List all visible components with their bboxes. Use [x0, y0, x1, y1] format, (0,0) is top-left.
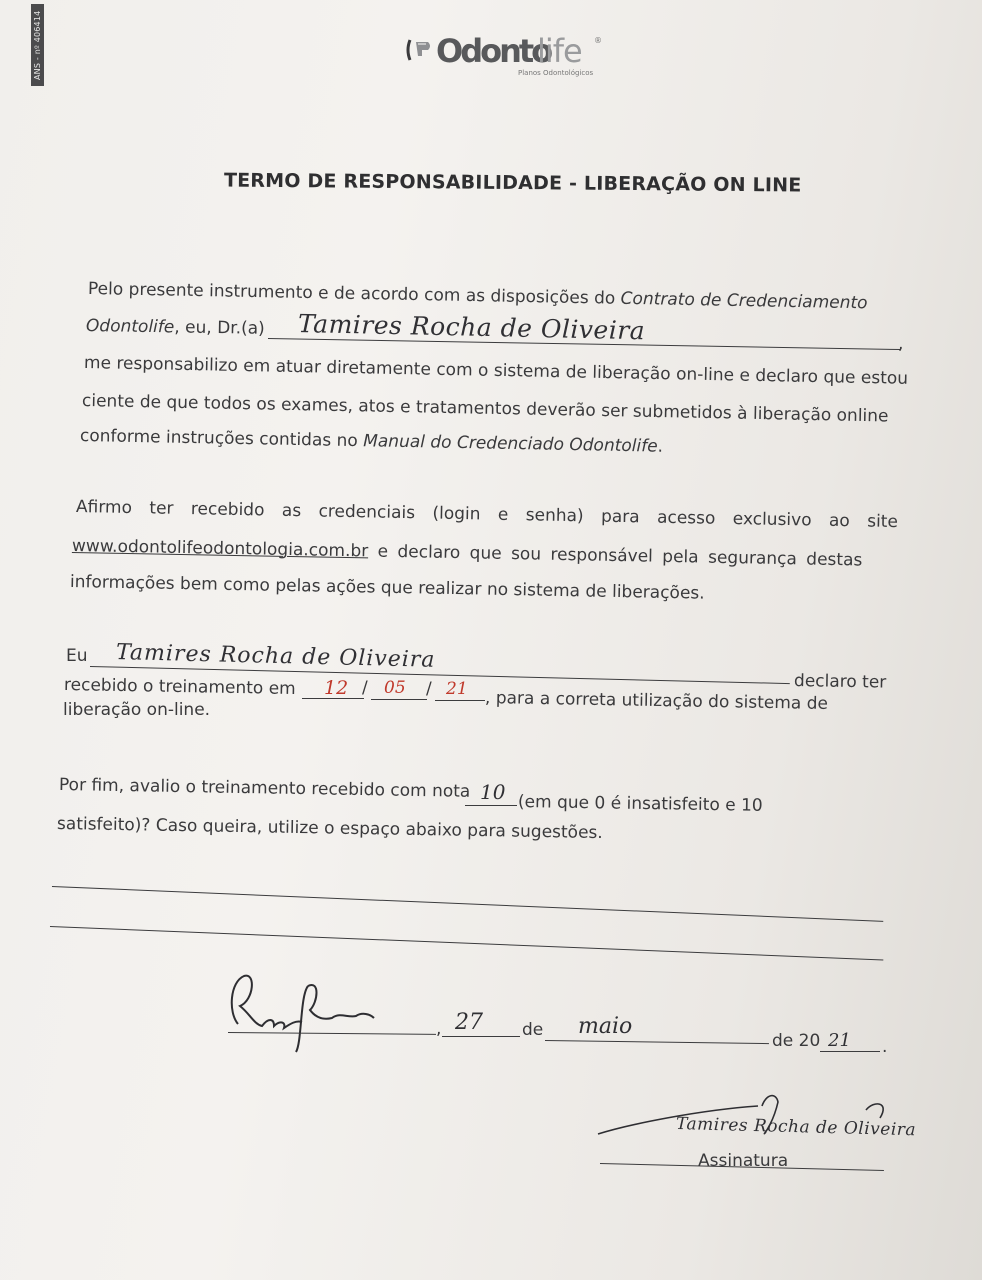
- p1-line2: [86, 316, 265, 339]
- logo-registered-mark: ®: [594, 36, 602, 45]
- p4-line1-end: (em que 0 é insatisfeito e 10: [517, 792, 763, 816]
- manual-name: Manual do Credenciado Odontolife: [363, 431, 658, 457]
- p1-line2-end: ,: [898, 334, 904, 354]
- signature-label: Assinatura: [698, 1151, 789, 1171]
- p1-line1: [88, 279, 868, 313]
- date-month: maio: [578, 1014, 633, 1039]
- p3-declaro-ter: declaro ter: [793, 671, 887, 693]
- document-title: TERMO DE RESPONSABILIDADE - LIBERAÇÃO ON LINE: [223, 169, 802, 197]
- date-slash-1: /: [362, 678, 368, 698]
- signature-handwritten: Tamires Rocha de Oliveira: [675, 1114, 917, 1141]
- date-de-1: de: [522, 1020, 544, 1040]
- p3-line2-start: recebido o treinamento em: [63, 675, 296, 700]
- p2-line3: informações bem como pelas ações que realizar no sistema de liberações.: [69, 572, 705, 604]
- training-day: 12: [324, 677, 349, 699]
- odontolife-logo: [406, 28, 606, 84]
- city-handwriting-scribble: [224, 962, 384, 1054]
- p1-line5-end: .: [657, 436, 664, 457]
- date-slash-2: /: [426, 679, 432, 699]
- logo-brand-part2: life: [537, 32, 582, 70]
- p1-line5: [80, 426, 663, 457]
- p3-name-handwritten: Tamires Rocha de Oliveira: [115, 640, 436, 673]
- training-year-underline: [435, 700, 485, 701]
- date-comma: ,: [436, 1019, 442, 1039]
- p3-line2-end: , para a correta utilização do sistema de: [484, 688, 829, 714]
- p1-line3: me responsabilizo em atuar diretamente com o sistema de liberação on-line e declaro que estou: [83, 353, 909, 389]
- doctor-name-handwritten: Tamires Rocha de Oliveira: [297, 309, 646, 346]
- p2-line1-text: Afirmo ter recebido as credenciais (login e senha) para acesso exclusivo ao site: [75, 497, 899, 533]
- tooth-logo-icon: [406, 36, 434, 64]
- p1-line4: ciente de que todos os exames, atos e tratamentos deverão ser submetidos à liberação online: [81, 391, 889, 427]
- date-year: 21: [828, 1030, 851, 1051]
- p3-line3: liberação on-line.: [63, 700, 211, 720]
- date-de-2: de 20: [772, 1031, 821, 1051]
- rating-underline: [465, 805, 517, 806]
- company-name: Odontolife: [85, 316, 175, 338]
- training-rating: 10: [480, 780, 506, 804]
- p3-eu-label: Eu: [66, 646, 88, 666]
- date-period: .: [882, 1037, 888, 1057]
- p2-line2: [72, 536, 863, 570]
- p4-line2: satisfeito)? Caso queira, utilize o espaço abaixo para sugestões.: [56, 814, 603, 844]
- p4-line1-start: Por fim, avalio o treinamento recebido com nota: [58, 775, 471, 802]
- date-day-underline: [442, 1036, 520, 1037]
- p1-line2-text: , eu, Dr.(a): [174, 317, 265, 339]
- site-link[interactable]: www.odontolifeodontologia.com.br: [71, 536, 369, 562]
- suggestion-line-1[interactable]: [52, 886, 883, 922]
- p2-line2-text: e declaro que sou responsável pela segurança destas: [368, 541, 863, 571]
- date-year-underline: [820, 1051, 880, 1052]
- p1-line5-text: conforme instruções contidas no: [79, 426, 364, 452]
- p2-line1: [76, 497, 900, 532]
- logo-brand-part1: Odonto: [436, 32, 551, 70]
- p1-line1-text: Pelo presente instrumento e de acordo com as disposições do: [87, 279, 621, 309]
- training-month-underline: [371, 699, 427, 700]
- date-month-underline: [545, 1040, 769, 1044]
- ans-registration-tag: ANS - nº 406414: [31, 4, 44, 86]
- logo-tagline: Planos Odontológicos: [518, 69, 594, 77]
- training-month: 05: [384, 678, 406, 698]
- training-year: 21: [446, 679, 468, 699]
- suggestion-line-2[interactable]: [50, 926, 883, 960]
- date-day: 27: [455, 1010, 483, 1035]
- contract-name: Contrato de Credenciamento: [620, 288, 868, 314]
